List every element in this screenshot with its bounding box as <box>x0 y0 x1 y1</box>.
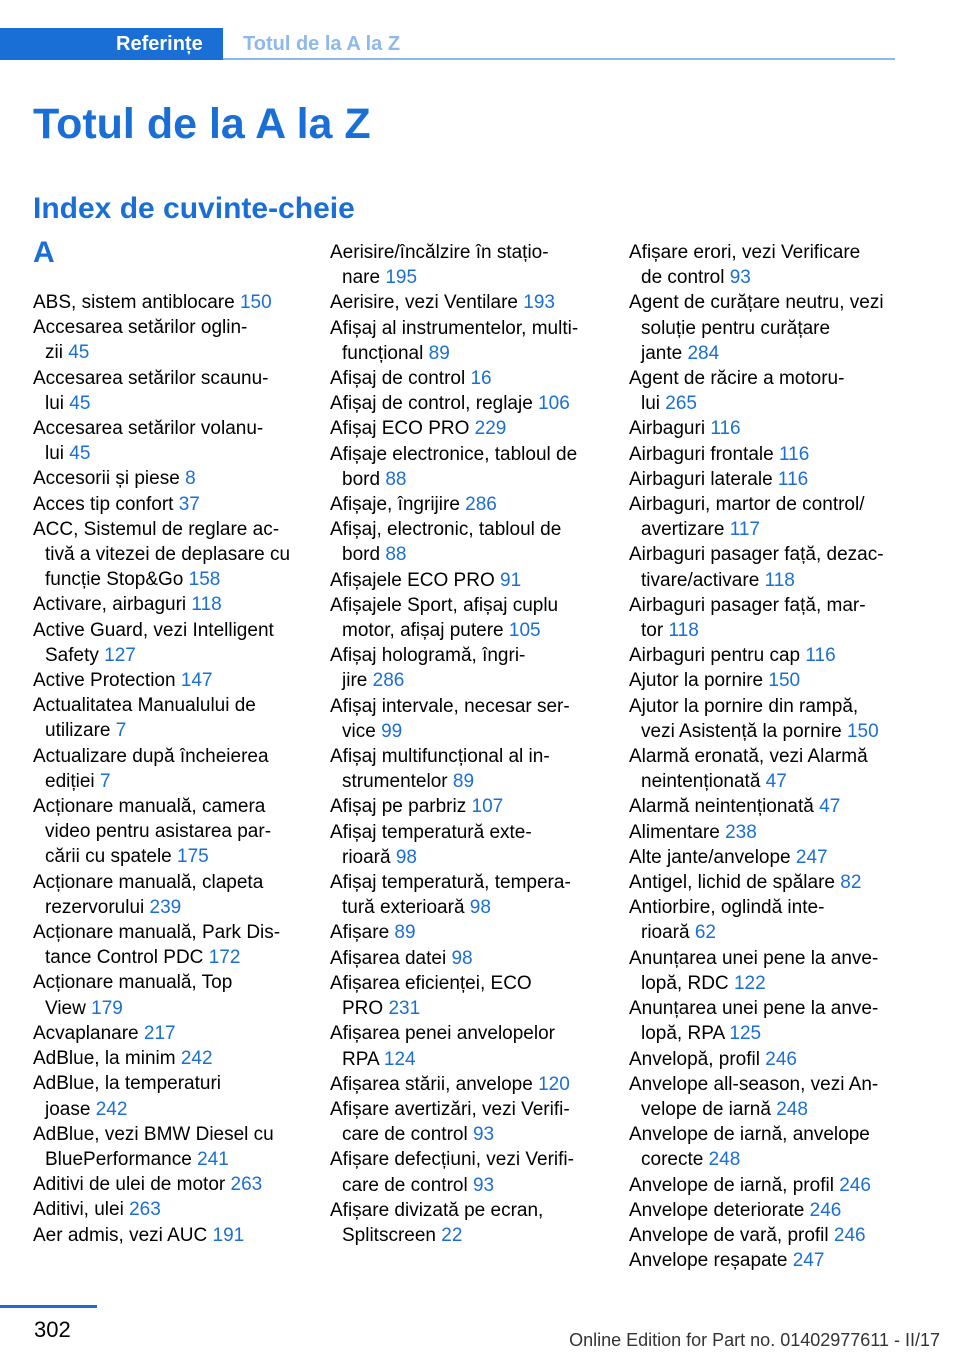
index-entry <box>33 592 313 617</box>
index-entry <box>33 1122 313 1172</box>
index-entry-text: ABS, sistem antiblocare <box>33 292 235 313</box>
index-entry <box>330 920 610 945</box>
index-page-link[interactable]: 284 <box>687 342 720 364</box>
index-entry-text: strumentelor <box>342 771 448 793</box>
index-page-link[interactable]: 116 <box>777 468 809 490</box>
index-entry <box>33 1197 313 1222</box>
index-page-link[interactable]: 93 <box>729 267 751 289</box>
index-page-link[interactable]: 246 <box>833 1224 866 1246</box>
index-page-link[interactable]: 238 <box>725 821 757 843</box>
index-entry <box>629 946 909 996</box>
index-entry-text: Afișaj temperatură, tempera- <box>330 872 571 894</box>
index-entry-text: Ajutor la pornire <box>629 670 764 692</box>
index-entry <box>33 693 313 743</box>
index-entry <box>629 1248 909 1273</box>
index-page-link[interactable]: 239 <box>149 896 182 918</box>
index-entry <box>629 442 909 467</box>
index-entry-text: Airbaguri frontale <box>629 443 774 465</box>
index-entry-text: cării cu spatele <box>45 846 172 868</box>
index-page-link[interactable]: 45 <box>69 443 91 465</box>
index-page-link[interactable]: 191 <box>212 1224 245 1246</box>
index-entry-text: Alte jante/anvelope <box>629 846 791 868</box>
index-entry <box>33 1021 313 1046</box>
index-entry-text: nare <box>342 267 381 289</box>
index-page-link[interactable]: 47 <box>765 771 787 793</box>
index-entry <box>330 366 610 391</box>
index-page-link[interactable]: 91 <box>500 569 522 591</box>
index-entry-text: Accesarea setărilor scaunu- <box>33 367 269 389</box>
index-entry-text: vice <box>342 720 376 742</box>
index-entry-text: lui <box>45 443 65 465</box>
index-page-link[interactable]: 248 <box>776 1098 808 1120</box>
index-entry-text: zii <box>45 342 63 364</box>
index-entry <box>330 316 610 366</box>
index-entry <box>629 542 909 592</box>
index-page-link[interactable]: 89 <box>452 771 475 793</box>
index-column-1 <box>33 290 313 1248</box>
index-entry-text: Splitscreen <box>342 1224 436 1246</box>
index-entry <box>330 240 610 290</box>
index-entry <box>330 820 610 870</box>
index-entry-text: Afișaj de control, reglaje <box>330 393 533 415</box>
index-column-2 <box>330 240 610 1248</box>
index-page-link[interactable]: 88 <box>385 468 407 490</box>
index-page-link[interactable]: 172 <box>208 947 241 969</box>
index-entry <box>629 1122 909 1172</box>
index-entry <box>330 870 610 920</box>
index-entry-text: avertizare <box>641 519 725 541</box>
index-entry <box>330 643 610 693</box>
index-entry-text: Aerisire/încălzire în stațio- <box>330 242 549 263</box>
index-entry-text: Anunțarea unei pene la anve- <box>629 998 879 1020</box>
index-entry-text: Afișarea eficienței, ECO <box>330 972 532 994</box>
index-entry-text: Airbaguri pasager față, mar- <box>629 594 866 616</box>
index-page-link[interactable]: 118 <box>668 620 699 642</box>
index-entry-text: Actualizare după încheierea <box>33 745 269 767</box>
index-entry-text: AdBlue, la minim <box>33 1048 176 1070</box>
index-page-link[interactable]: 124 <box>383 1048 416 1070</box>
index-entry <box>330 971 610 1021</box>
index-page-link[interactable]: 150 <box>239 292 272 313</box>
index-entry-text: Safety <box>45 644 99 666</box>
index-page-link[interactable]: 116 <box>805 645 836 667</box>
index-entry-text: utilizare <box>45 720 111 742</box>
index-entry-text: Agent de curățare neutru, vezi <box>629 292 884 314</box>
header-divider <box>223 58 895 60</box>
index-entry <box>629 895 909 945</box>
index-entry-text: RPA <box>342 1048 379 1070</box>
index-page-link[interactable]: 98 <box>395 846 417 868</box>
index-page-link[interactable]: 175 <box>177 846 209 868</box>
index-entry <box>33 1071 313 1121</box>
index-entry <box>33 492 313 517</box>
index-entry-text: tivă a vitezei de deplasare cu <box>45 544 291 566</box>
header-section-label: Referințe <box>116 33 203 55</box>
index-entry-text: Afișaj al instrumentelor, multi- <box>330 317 579 339</box>
index-entry-text: Airbaguri <box>629 418 706 440</box>
index-entry-text: Afișare erori, vezi Verificare <box>629 242 861 263</box>
index-page-link[interactable]: 47 <box>819 796 841 818</box>
index-entry-text: Acționare manuală, camera <box>33 796 266 818</box>
index-entry-text: lui <box>45 392 65 414</box>
index-page-link[interactable]: 122 <box>733 972 766 994</box>
index-entry <box>330 794 610 819</box>
index-entry-text: Afișare avertizări, vezi Verifi- <box>330 1098 570 1120</box>
index-entry <box>629 694 909 744</box>
index-entry-text: Accesarea setărilor oglin- <box>33 317 248 339</box>
index-entry <box>330 1072 610 1097</box>
index-page-link[interactable]: 93 <box>472 1174 495 1196</box>
index-entry <box>330 290 610 315</box>
index-entry-text: tivare/activare <box>641 569 760 591</box>
index-page-link[interactable]: 8 <box>185 468 196 490</box>
index-entry-text: Afișare defecțiuni, vezi Verifi- <box>330 1149 574 1171</box>
index-page-link[interactable]: 7 <box>99 770 111 792</box>
index-entry <box>629 996 909 1046</box>
index-page-link[interactable]: 7 <box>115 720 127 742</box>
index-entry-text: rezervorului <box>45 896 145 918</box>
index-entry-text: Afișaj, electronic, tabloul de <box>330 519 562 541</box>
index-entry <box>629 1173 909 1198</box>
index-entry-text: Afișaje, îngrijire <box>330 494 460 516</box>
index-subtitle: Index de cuvinte-cheie <box>33 192 355 225</box>
index-entry <box>629 366 909 416</box>
index-page-link[interactable]: 179 <box>91 997 123 1019</box>
index-page-link[interactable]: 195 <box>385 267 418 289</box>
index-page-link[interactable]: 105 <box>508 620 541 642</box>
index-entry-text: video pentru asistarea par- <box>45 821 272 843</box>
index-entry-text: Aerisire, vezi Ventilare <box>330 292 518 314</box>
index-entry-text: AdBlue, vezi BMW Diesel cu <box>33 1123 274 1145</box>
index-entry-text: Airbaguri pasager față, dezac- <box>629 544 884 566</box>
index-entry-text: tură exterioară <box>342 897 465 919</box>
index-entry-text: neintenționată <box>641 771 761 793</box>
index-entry-text: BluePerformance <box>45 1148 192 1170</box>
index-entry-text: Anvelope all-season, vezi An- <box>629 1073 879 1095</box>
index-entry-text: Anvelope de vară, profil <box>629 1224 829 1246</box>
index-entry <box>33 315 313 365</box>
index-page-link[interactable]: 246 <box>839 1174 871 1196</box>
index-entry <box>330 1097 610 1147</box>
index-entry-text: Antigel, lichid de spălare <box>629 872 835 894</box>
index-entry-text: soluție pentru curățare <box>641 317 831 339</box>
index-entry-text: Afișaj intervale, necesar ser- <box>330 695 570 717</box>
index-entry-text: motor, afișaj putere <box>342 620 504 642</box>
index-entry-text: Actualitatea Manualului de <box>33 695 256 717</box>
index-page-link[interactable]: 22 <box>441 1224 463 1246</box>
index-page-link[interactable]: 99 <box>381 720 403 742</box>
index-entry-text: Antiorbire, oglindă inte- <box>629 897 825 919</box>
index-entry <box>629 1223 909 1248</box>
index-page-link[interactable]: 150 <box>846 720 879 742</box>
index-entry <box>629 1072 909 1122</box>
index-entry-text: care de control <box>342 1124 468 1146</box>
index-entry-text: Afișaje electronice, tabloul de <box>330 443 578 465</box>
index-entry-text: Airbaguri, martor de control/ <box>629 494 865 516</box>
index-entry-text: lopă, RDC <box>641 972 729 994</box>
index-entry-text: Afișaj multifuncțional al in- <box>330 746 550 768</box>
index-entry <box>330 1198 610 1248</box>
index-page-link[interactable]: 248 <box>708 1149 741 1171</box>
index-entry-text: funcție Stop&Go <box>45 569 184 591</box>
index-entry-text: Afișarea penei anvelopelor <box>330 1023 555 1045</box>
page-number: 302 <box>34 1317 71 1342</box>
index-entry <box>33 1046 313 1071</box>
index-page-link[interactable]: 193 <box>523 292 555 314</box>
index-entry <box>629 467 909 492</box>
index-entry-text: Acvaplanare <box>33 1022 139 1044</box>
index-entry-text: Activare, airbaguri <box>33 594 187 616</box>
index-entry-text: Aditivi de ulei de motor <box>33 1174 226 1196</box>
header-chapter-label: Totul de la A la Z <box>243 33 401 55</box>
index-page-link[interactable]: 147 <box>180 670 213 692</box>
index-page-link[interactable]: 265 <box>665 393 697 415</box>
index-entry-text: Acces tip confort <box>33 493 174 515</box>
index-page-link[interactable]: 150 <box>768 670 801 692</box>
index-entry <box>629 643 909 668</box>
index-page-link[interactable]: 247 <box>792 1250 825 1272</box>
index-page-link[interactable]: 37 <box>178 493 200 515</box>
index-entry-text: bord <box>342 544 381 566</box>
index-entry <box>33 970 313 1020</box>
index-entry <box>330 517 610 567</box>
index-entry <box>33 744 313 794</box>
index-entry-text: Active Protection <box>33 670 176 692</box>
index-entry-text: Ajutor la pornire din rampă, <box>629 695 859 717</box>
index-entry-text: lopă, RPA <box>641 1023 725 1045</box>
index-entry-text: AdBlue, la temperaturi <box>33 1073 221 1095</box>
page-title: Totul de la A la Z <box>33 100 371 148</box>
index-page-link[interactable]: 16 <box>470 368 492 390</box>
index-entry-text: Afișaj ECO PRO <box>330 418 470 440</box>
index-entry-text: Accesarea setărilor volanu- <box>33 418 264 440</box>
index-page-link[interactable]: 116 <box>710 418 741 440</box>
index-page-link[interactable]: 89 <box>394 922 416 944</box>
index-entry-text: Acționare manuală, clapeta <box>33 871 264 893</box>
index-page-link[interactable]: 106 <box>538 393 570 415</box>
index-entry-text: Afișajele Sport, afișaj cuplu <box>330 594 559 616</box>
index-entry-text: Aditivi, ulei <box>33 1199 124 1221</box>
index-page-link[interactable]: 125 <box>729 1023 762 1045</box>
index-entry <box>330 946 610 971</box>
index-entry-text: rioară <box>641 922 690 944</box>
index-entry-text: Acționare manuală, Top <box>33 972 233 994</box>
index-entry-text: Anvelope de iarnă, profil <box>629 1174 834 1196</box>
index-entry <box>629 1047 909 1072</box>
index-page-link[interactable]: 127 <box>104 644 136 666</box>
index-page-link[interactable]: 118 <box>191 594 222 616</box>
index-page-link[interactable]: 89 <box>428 342 450 364</box>
index-entry <box>33 466 313 491</box>
index-entry-text: Anunțarea unei pene la anve- <box>629 947 879 969</box>
index-entry-text: Accesorii și piese <box>33 468 180 490</box>
index-page-link[interactable]: 82 <box>840 872 862 894</box>
index-page-link[interactable]: 88 <box>385 544 407 566</box>
index-page-link[interactable]: 263 <box>129 1199 161 1221</box>
index-entry-text: vezi Asistență la pornire <box>641 720 842 742</box>
index-entry-text: jante <box>641 342 683 364</box>
index-entry-text: Afișare divizată pe ecran, <box>330 1199 544 1221</box>
index-entry <box>330 391 610 416</box>
index-entry-text: Anvelope de iarnă, anvelope <box>629 1124 870 1146</box>
index-entry <box>629 416 909 441</box>
index-entry-text: Airbaguri laterale <box>629 468 773 490</box>
index-entry <box>330 492 610 517</box>
index-entry <box>629 593 909 643</box>
index-page-link[interactable]: 286 <box>465 494 497 516</box>
index-entry-text: Anvelope deteriorate <box>629 1199 805 1221</box>
index-entry-text: jire <box>342 670 368 692</box>
index-column-3 <box>629 240 909 1273</box>
index-page-link[interactable]: 45 <box>68 342 90 364</box>
footer-accent-line <box>0 1305 97 1308</box>
index-entry-text: rioară <box>342 846 391 868</box>
index-page-link[interactable]: 229 <box>474 418 507 440</box>
index-entry <box>330 694 610 744</box>
index-page-link[interactable]: 118 <box>764 569 795 591</box>
index-entry <box>33 870 313 920</box>
index-entry-text: Anvelope reșapate <box>629 1250 788 1272</box>
index-page-link[interactable]: 263 <box>230 1174 263 1196</box>
index-entry-text: ediției <box>45 770 95 792</box>
index-letter-heading: A <box>33 236 55 269</box>
index-entry <box>330 416 610 441</box>
index-entry <box>629 492 909 542</box>
index-page-link[interactable]: 286 <box>372 670 405 692</box>
index-entry-text: Alarmă eronată, vezi Alarmă <box>629 746 868 768</box>
running-header <box>0 28 895 60</box>
index-entry-text: Anvelopă, profil <box>629 1048 760 1070</box>
index-page-link[interactable]: 246 <box>809 1199 842 1221</box>
index-entry <box>330 1021 610 1071</box>
index-page-link[interactable]: 107 <box>471 796 504 818</box>
index-page-link[interactable]: 217 <box>143 1022 176 1044</box>
index-entry-text: funcțional <box>342 342 424 364</box>
index-entry <box>330 744 610 794</box>
index-entry-text: Afișaj temperatură exte- <box>330 821 532 843</box>
index-page-link[interactable]: 246 <box>765 1048 797 1070</box>
index-entry-text: Afișajele ECO PRO <box>330 569 495 591</box>
index-entry-text: PRO <box>342 998 384 1020</box>
index-entry <box>33 366 313 416</box>
index-page-link[interactable]: 242 <box>180 1048 213 1070</box>
index-entry <box>33 668 313 693</box>
index-entry <box>33 517 313 593</box>
index-entry-text: Acționare manuală, Park Dis- <box>33 922 281 944</box>
index-entry-text: Alimentare <box>629 821 720 843</box>
index-entry-text: care de control <box>342 1174 468 1196</box>
index-entry-text: Afișaj hologramă, îngri- <box>330 645 526 667</box>
index-entry-text: Afișarea stării, anvelope <box>330 1073 533 1095</box>
index-page-link[interactable]: 241 <box>197 1148 229 1170</box>
index-entry-text: Afișarea datei <box>330 947 447 969</box>
index-entry-text: Airbaguri pentru cap <box>629 645 801 667</box>
index-entry <box>629 845 909 870</box>
index-entry <box>629 744 909 794</box>
index-page-link[interactable]: 117 <box>729 519 760 541</box>
index-entry <box>33 1223 313 1248</box>
index-entry-text: View <box>45 997 86 1019</box>
index-entry <box>629 820 909 845</box>
index-entry-text: ACC, Sistemul de reglare ac- <box>33 518 280 540</box>
index-entry <box>330 442 610 492</box>
index-entry <box>629 290 909 366</box>
index-entry <box>33 920 313 970</box>
index-entry-text: lui <box>641 393 661 415</box>
index-page-link[interactable]: 247 <box>795 846 828 868</box>
index-entry <box>629 870 909 895</box>
index-page-link[interactable]: 242 <box>95 1098 128 1120</box>
index-entry <box>330 1147 610 1197</box>
index-entry-text: corecte <box>641 1149 704 1171</box>
index-entry <box>33 794 313 870</box>
index-entry-text: Afișare <box>330 922 390 944</box>
index-entry <box>33 618 313 668</box>
index-entry <box>33 416 313 466</box>
index-entry-text: tance Control PDC <box>45 947 204 969</box>
index-entry-text: Active Guard, vezi Intelligent <box>33 619 274 641</box>
index-entry <box>33 1172 313 1197</box>
index-entry <box>33 290 313 315</box>
index-entry <box>330 593 610 643</box>
index-entry <box>629 240 909 290</box>
index-page-link[interactable]: 231 <box>388 998 421 1020</box>
index-entry-text: Alarmă neintenționată <box>629 796 814 818</box>
index-entry-text: Afișaj pe parbriz <box>330 796 467 818</box>
index-entry <box>629 668 909 693</box>
index-entry <box>629 1198 909 1223</box>
edition-note: Online Edition for Part no. 01402977611 - II/17 <box>569 1330 940 1350</box>
index-entry-text: joase <box>45 1098 91 1120</box>
index-entry <box>629 794 909 819</box>
index-entry-text: Aer admis, vezi AUC <box>33 1224 208 1246</box>
index-page-link[interactable]: 116 <box>778 443 810 465</box>
index-entry-text: tor <box>641 620 664 642</box>
index-entry-text: de control <box>641 267 725 289</box>
index-entry-text: bord <box>342 468 381 490</box>
index-page-link[interactable]: 158 <box>188 569 221 591</box>
index-page-link[interactable]: 62 <box>694 922 716 944</box>
index-page-link[interactable]: 98 <box>451 947 473 969</box>
index-page-link[interactable]: 45 <box>69 392 91 414</box>
index-entry-text: velope de iarnă <box>641 1098 771 1120</box>
index-entry <box>330 568 610 593</box>
index-page-link[interactable]: 120 <box>538 1073 570 1095</box>
index-entry-text: Agent de răcire a motoru- <box>629 368 845 390</box>
index-page-link[interactable]: 93 <box>472 1124 495 1146</box>
index-page-link[interactable]: 98 <box>469 897 491 919</box>
index-entry-text: Afișaj de control <box>330 368 466 390</box>
